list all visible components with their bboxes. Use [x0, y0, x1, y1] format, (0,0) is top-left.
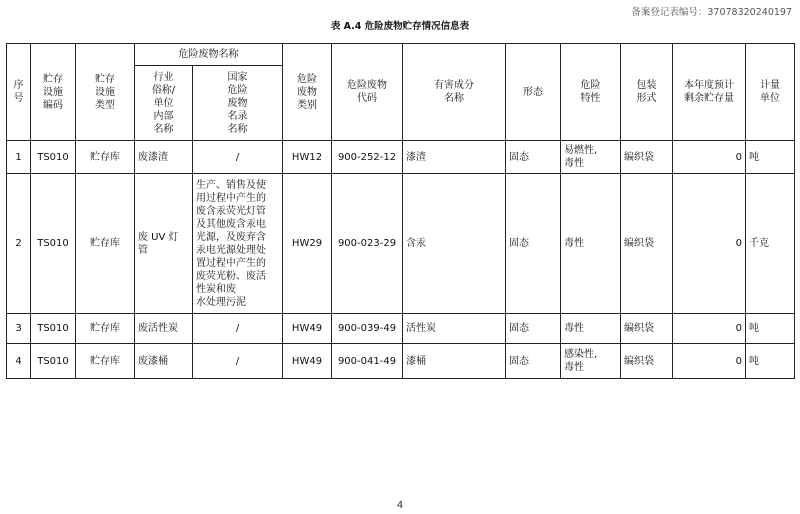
- cell-national-name: /: [193, 344, 283, 379]
- cell-industry-name: 废活性炭: [135, 314, 193, 344]
- cell-national-name: /: [193, 141, 283, 174]
- cell-seq: 2: [7, 174, 31, 314]
- cell-facility-code: TS010: [31, 314, 76, 344]
- cell-industry-name: 废 UV 灯 管: [135, 174, 193, 314]
- cell-form: 固态: [506, 344, 561, 379]
- cell-remaining: 0: [673, 174, 746, 314]
- cell-property: 感染性, 毒性: [561, 344, 621, 379]
- header-industry-name: 行业 俗称/ 单位 内部 名称: [135, 66, 193, 141]
- cell-property: 毒性: [561, 314, 621, 344]
- cell-harmful: 漆桶: [403, 344, 506, 379]
- cell-harmful: 活性炭: [403, 314, 506, 344]
- header-facility-type: 贮存 设施 类型: [76, 44, 135, 141]
- cell-code: 900-252-12: [332, 141, 403, 174]
- header-seq: 序 号: [7, 44, 31, 141]
- cell-unit: 吨: [746, 314, 795, 344]
- cell-unit: 吨: [746, 141, 795, 174]
- table-row: [7, 344, 795, 379]
- header-waste-name-group: 危险废物名称: [135, 44, 283, 66]
- header-unit: 计量 单位: [746, 44, 795, 141]
- cell-seq: 3: [7, 314, 31, 344]
- cell-code: 900-023-29: [332, 174, 403, 314]
- header-property: 危险 特性: [561, 44, 621, 141]
- cell-code: 900-039-49: [332, 314, 403, 344]
- cell-facility-type: 贮存库: [76, 141, 135, 174]
- cell-seq: 1: [7, 141, 31, 174]
- cell-facility-type: 贮存库: [76, 344, 135, 379]
- cell-facility-code: TS010: [31, 174, 76, 314]
- cell-seq: 4: [7, 344, 31, 379]
- cell-unit: 千克: [746, 174, 795, 314]
- cell-package: 编织袋: [621, 344, 673, 379]
- header-facility-code: 贮存 设施 编码: [31, 44, 76, 141]
- cell-facility-type: 贮存库: [76, 174, 135, 314]
- cell-facility-code: TS010: [31, 141, 76, 174]
- cell-unit: 吨: [746, 344, 795, 379]
- cell-category: HW12: [283, 141, 332, 174]
- cell-form: 固态: [506, 174, 561, 314]
- cell-category: HW49: [283, 314, 332, 344]
- cell-code: 900-041-49: [332, 344, 403, 379]
- cell-property: 易燃性, 毒性: [561, 141, 621, 174]
- cell-package: 编织袋: [621, 141, 673, 174]
- hazardous-waste-storage-table: [6, 43, 795, 379]
- cell-national-name: 生产、销售及使 用过程中产生的 废含汞荧光灯管 及其他废含汞电 光源，及废弃含 汞电光源处理处 置过程中产生的 废荧光粉、废活 性炭和废 水处理污泥: [193, 174, 283, 314]
- cell-category: HW29: [283, 174, 332, 314]
- cell-category: HW49: [283, 344, 332, 379]
- cell-remaining: 0: [673, 141, 746, 174]
- cell-remaining: 0: [673, 314, 746, 344]
- header-remaining: 本年度预计 剩余贮存量: [673, 44, 746, 141]
- cell-industry-name: 废漆渣: [135, 141, 193, 174]
- cell-harmful: 漆渣: [403, 141, 506, 174]
- cell-harmful: 含汞: [403, 174, 506, 314]
- header-national-name: 国家 危险 废物 名录 名称: [193, 66, 283, 141]
- cell-form: 固态: [506, 314, 561, 344]
- table-row: [7, 141, 795, 174]
- cell-facility-type: 贮存库: [76, 314, 135, 344]
- cell-package: 编织袋: [621, 314, 673, 344]
- registration-number: 备案登记表编号：37078320240197: [631, 7, 792, 18]
- header-package: 包装 形式: [621, 44, 673, 141]
- header-code: 危险废物 代码: [332, 44, 403, 141]
- cell-property: 毒性: [561, 174, 621, 314]
- cell-national-name: /: [193, 314, 283, 344]
- cell-facility-code: TS010: [31, 344, 76, 379]
- cell-form: 固态: [506, 141, 561, 174]
- page-number: 4: [396, 500, 404, 511]
- table-row: [7, 174, 795, 314]
- header-form: 形态: [506, 44, 561, 141]
- table-title: 表 A.4 危险废物贮存情况信息表: [330, 21, 470, 32]
- table-row: [7, 314, 795, 344]
- header-category: 危险 废物 类别: [283, 44, 332, 141]
- cell-remaining: 0: [673, 344, 746, 379]
- cell-package: 编织袋: [621, 174, 673, 314]
- header-harmful: 有害成分 名称: [403, 44, 506, 141]
- cell-industry-name: 废漆桶: [135, 344, 193, 379]
